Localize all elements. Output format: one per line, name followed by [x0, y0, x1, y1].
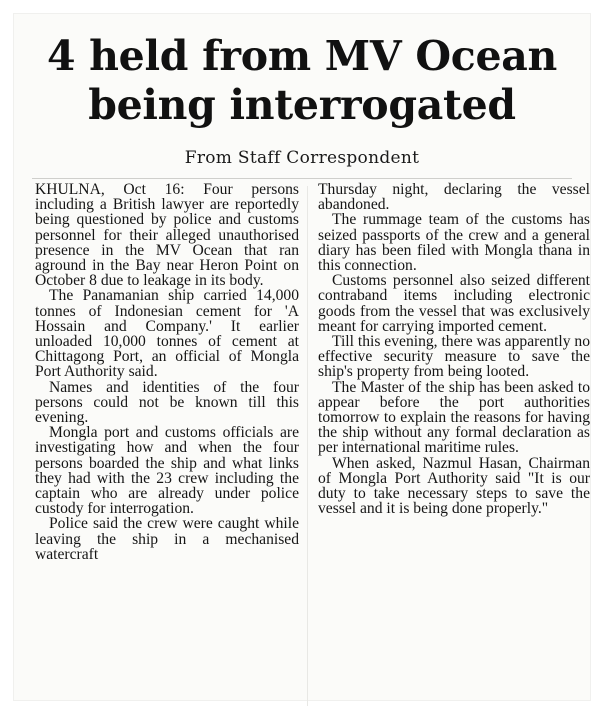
paragraph: When asked, Nazmul Hasan, Chairman of Mongla Port Authority said "It is our duty to take necessary steps to save the vessel and it is being done properly.": [318, 454, 590, 518]
byline: From Staff Correspondent: [184, 148, 420, 168]
paragraph: The rummage team of the customs has seized passports of the crew and a general diary has been filed with Mongla thana in this connection.: [318, 211, 590, 275]
paragraph: Police said the crew were caught while leaving the ship in a mechanised watercraft: [35, 515, 299, 563]
headline: [14, 32, 590, 130]
newspaper-clipping: [14, 14, 590, 700]
paragraph: The Panamanian ship carried 14,000 tonnes of Indonesian cement for 'A Hossain and Company.' It earlier unloaded 10,000 tonnes of cement at Chittagong Port, an official of Mongla Port Authority said.: [35, 287, 299, 381]
paragraph: Customs personnel also seized different contraband items including electronic goods from the vessel that was exclusively meant for carrying imported cement.: [318, 272, 590, 335]
paragraph: Names and identities of the four persons could not be known till this evening.: [35, 378, 299, 427]
column-divider: [307, 186, 308, 706]
byline-divider: [32, 178, 572, 179]
paragraph: Thursday night, declaring the vessel abandoned.: [318, 181, 590, 214]
article-column-left: [35, 182, 299, 562]
article-column-right: [318, 182, 590, 516]
headline-line-2: being interrogated: [88, 81, 516, 129]
headline-line-1: 4 held from MV Ocean: [46, 32, 558, 80]
paragraph: The Master of the ship has been asked to appear before the port authorities tomorrow to explain the reasons for having the ship without any formal declaration as per international maritime rules.: [318, 378, 590, 457]
paragraph: Mongla port and customs officials are investigating how and when the four persons boarded the ship and what links they had with the 23 crew including the captain who are already under police custody for interrogation.: [35, 424, 299, 518]
paragraph: KHULNA, Oct 16: Four persons including a British lawyer are reportedly being questioned by police and customs personnel for their alleged unauthorised presence in the MV Ocean that ran aground in the Bay near Heron Point on October 8 due to leakage in its body.: [35, 181, 299, 290]
paragraph: Till this evening, there was apparently no effective security measure to save the ship's property from being looted.: [318, 333, 590, 381]
